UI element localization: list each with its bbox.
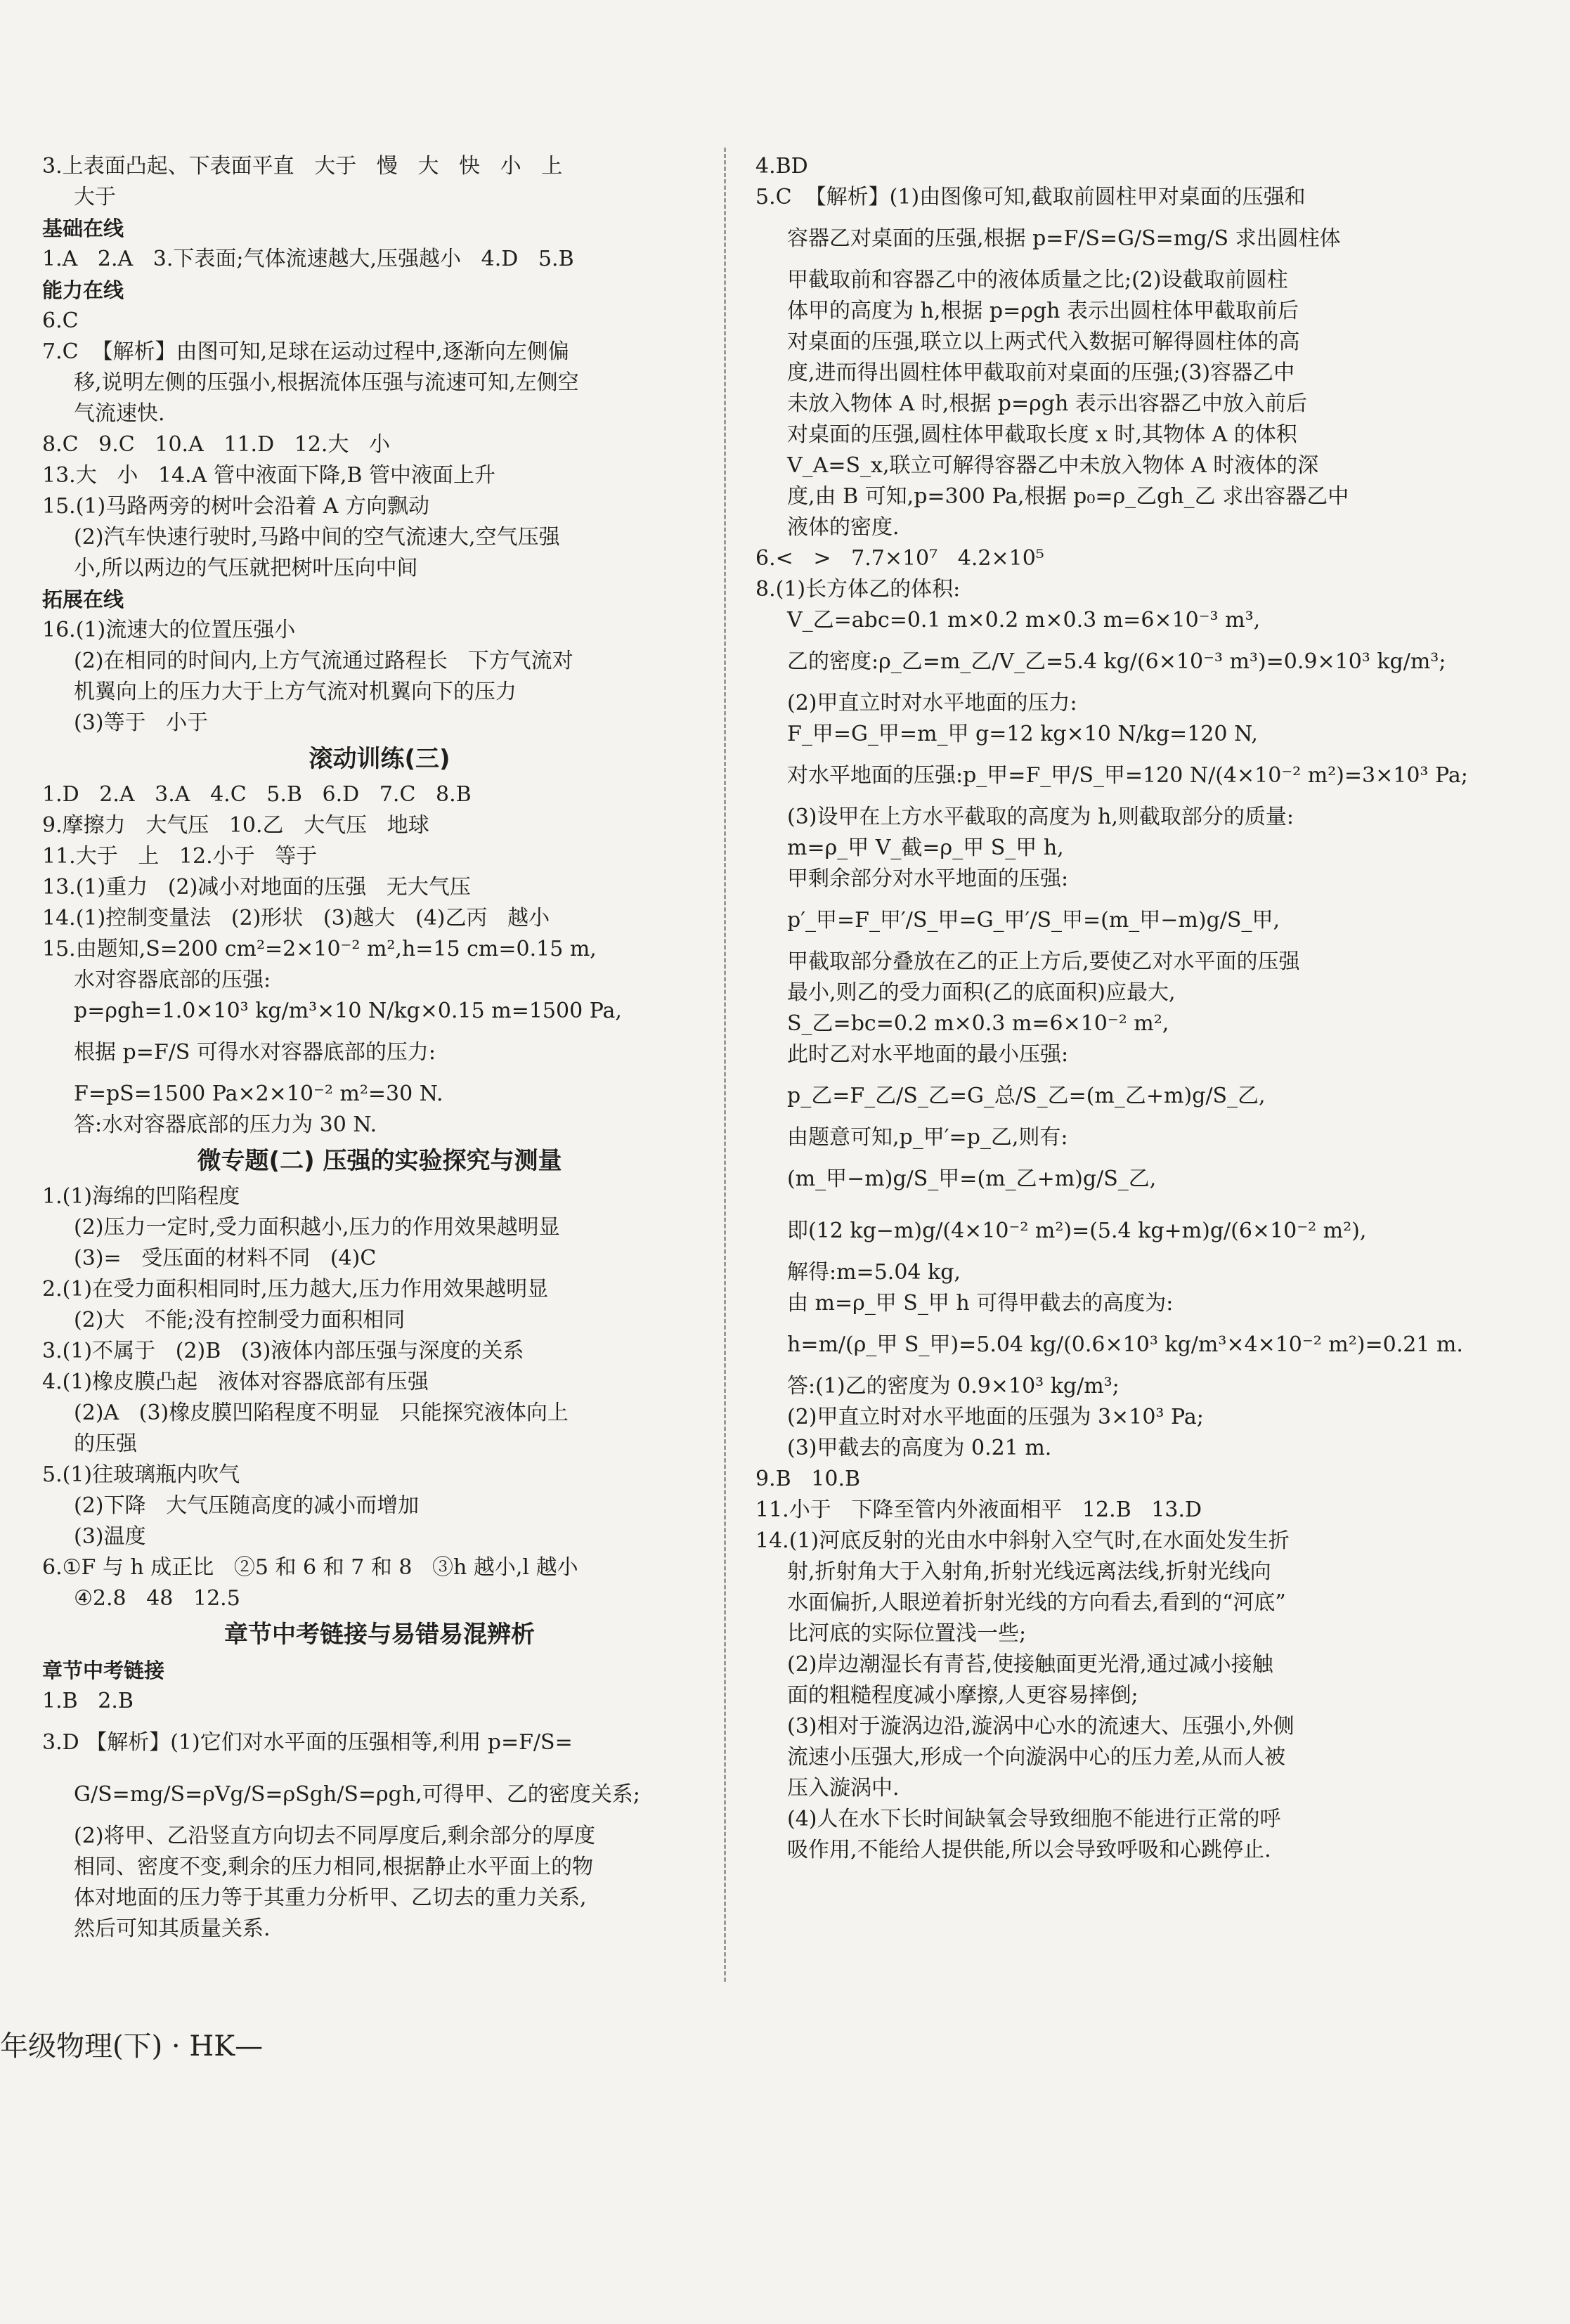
answer-line: p=ρgh=1.0×10³ kg/m³×10 N/kg×0.15 m=1500 Pa, — [74, 999, 622, 1023]
answer-line: (2)将甲、乙沿竖直方向切去不同厚度后,剩余部分的厚度 — [74, 1824, 596, 1848]
answer-line: (2)下降 大气压随高度的减小而增加 — [74, 1493, 420, 1518]
answer-line: 对桌面的压强,圆柱体甲截取长度 x 时,其物体 A 的体积 — [787, 422, 1297, 447]
answer-line: 9.B 10.B — [755, 1467, 861, 1491]
answer-line: V_A=S_x,联立可解得容器乙中未放入物体 A 时液体的深 — [787, 453, 1319, 478]
answer-line: 相同、密度不变,剩余的压力相同,根据静止水平面上的物 — [74, 1855, 594, 1879]
subsection-heading: 拓展在线 — [42, 588, 124, 611]
answer-line: 8.C 9.C 10.A 11.D 12.大 小 — [42, 432, 391, 457]
answer-line: (2)甲直立时对水平地面的压强为 3×10³ Pa; — [787, 1405, 1204, 1429]
answer-line: 射,折射角大于入射角,折射光线远离法线,折射光线向 — [787, 1559, 1271, 1584]
answer-line: 由题意可知,p_甲′=p_乙,则有: — [787, 1125, 1068, 1150]
answer-line: S_乙=bc=0.2 m×0.3 m=6×10⁻² m², — [787, 1011, 1169, 1036]
answer-line: 的压强 — [74, 1432, 137, 1456]
section-title: 章节中考链接与易错易混辨析 — [224, 1621, 535, 1649]
answer-line: 3.D 【解析】(1)它们对水平面的压强相等,利用 p=F/S= — [42, 1730, 573, 1755]
answer-line: 甲剩余部分对水平地面的压强: — [787, 866, 1069, 891]
answer-line: 甲截取部分叠放在乙的正上方后,要使乙对水平面的压强 — [787, 949, 1300, 974]
answer-line: 8.(1)长方体乙的体积: — [755, 577, 961, 602]
answer-line: 15.(1)马路两旁的树叶会沿着 A 方向飘动 — [42, 494, 429, 519]
answer-line: (3)温度 — [74, 1524, 146, 1549]
answer-line: 液体的密度. — [787, 515, 900, 540]
answer-line: 5.(1)往玻璃瓶内吹气 — [42, 1462, 240, 1487]
answer-line: 气流速快. — [74, 401, 165, 426]
answer-line: 9.摩擦力 大气压 10.乙 大气压 地球 — [42, 813, 429, 838]
answer-line: 大于 — [74, 185, 116, 209]
answer-line: F=pS=1500 Pa×2×10⁻² m²=30 N. — [74, 1082, 443, 1106]
right-answer-column — [755, 151, 1507, 1866]
answer-line: (2)压力一定时,受力面积越小,压力的作用效果越明显 — [74, 1215, 560, 1240]
answer-line: (3)设甲在上方水平截取的高度为 h,则截取部分的质量: — [787, 805, 1294, 829]
answer-line: 3.上表面凸起、下表面平直 大于 慢 大 快 小 上 — [42, 154, 563, 178]
answer-line: (2)汽车快速行驶时,马路中间的空气流速大,空气压强 — [74, 525, 560, 550]
answer-line: V_乙=abc=0.1 m×0.2 m×0.3 m=6×10⁻³ m³, — [787, 608, 1261, 632]
subsection-heading: 基础在线 — [42, 216, 124, 240]
answer-line: 机翼向上的压力大于上方气流对机翼向下的压力 — [74, 680, 517, 704]
answer-line: 容器乙对桌面的压强,根据 p=F/S=G/S=mg/S 求出圆柱体 — [787, 226, 1341, 251]
answer-line: 11.大于 上 12.小于 等于 — [42, 844, 318, 869]
answer-line: 1.B 2.B — [42, 1689, 134, 1713]
answer-line: 面的粗糙程度减小摩擦,人更容易摔倒; — [787, 1683, 1138, 1708]
answer-line: 体对地面的压力等于其重力分析甲、乙切去的重力关系, — [74, 1885, 587, 1910]
answer-line: 水面偏折,人眼逆着折射光线的方向看去,看到的“河底” — [787, 1590, 1286, 1615]
answer-line: 6.①F 与 h 成正比 ②5 和 6 和 7 和 8 ③h 越小,l 越小 — [42, 1555, 578, 1580]
page-footer: 年级物理(下) · HK— — [0, 2030, 264, 2063]
answer-line: (2)甲直立时对水平地面的压力: — [787, 691, 1077, 715]
answer-line: 然后可知其质量关系. — [74, 1916, 271, 1941]
answer-line: 乙的密度:ρ_乙=m_乙/V_乙=5.4 kg/(6×10⁻³ m³)=0.9×10³ kg/m³; — [787, 649, 1446, 674]
answer-line: 答:水对容器底部的压力为 30 N. — [74, 1112, 377, 1137]
answer-line: 5.C 【解析】(1)由图像可知,截取前圆柱甲对桌面的压强和 — [755, 185, 1306, 209]
answer-line: 3.(1)不属于 (2)B (3)液体内部压强与深度的关系 — [42, 1339, 524, 1363]
answer-line: 16.(1)流速大的位置压强小 — [42, 618, 296, 642]
answer-line: 答:(1)乙的密度为 0.9×10³ kg/m³; — [787, 1374, 1120, 1398]
answer-line: 1.(1)海绵的凹陷程度 — [42, 1184, 240, 1209]
answer-line: 1.D 2.A 3.A 4.C 5.B 6.D 7.C 8.B — [42, 782, 472, 807]
answer-line: p′_甲=F_甲′/S_甲=G_甲′/S_甲=(m_甲−m)g/S_甲, — [787, 908, 1280, 933]
answer-line: 体甲的高度为 h,根据 p=ρgh 表示出圆柱体甲截取前后 — [787, 299, 1299, 323]
answer-line: 最小,则乙的受力面积(乙的底面积)应最大, — [787, 980, 1176, 1005]
answer-line: ④2.8 48 12.5 — [74, 1586, 240, 1611]
answer-line: (4)人在水下长时间缺氧会导致细胞不能进行正常的呼 — [787, 1807, 1281, 1831]
column-divider — [724, 148, 726, 1982]
answer-line: (m_甲−m)g/S_甲=(m_乙+m)g/S_乙, — [787, 1167, 1157, 1191]
answer-line: (3)= 受压面的材料不同 (4)C — [74, 1246, 377, 1271]
answer-line: 6.< > 7.7×10⁷ 4.2×10⁵ — [755, 546, 1044, 571]
answer-line: 2.(1)在受力面积相同时,压力越大,压力作用效果越明显 — [42, 1277, 549, 1301]
answer-line: 度,进而得出圆柱体甲截取前对桌面的压强;(3)容器乙中 — [787, 361, 1295, 385]
answer-line: (3)相对于漩涡边沿,漩涡中心水的流速大、压强小,外侧 — [787, 1714, 1295, 1739]
answer-line: F_甲=G_甲=m_甲 g=12 kg×10 N/kg=120 N, — [787, 722, 1258, 746]
answer-line: h=m/(ρ_甲 S_甲)=5.04 kg/(0.6×10³ kg/m³×4×10⁻² m²)=0.21 m. — [787, 1332, 1463, 1357]
answer-line: 吸作用,不能给人提供能,所以会导致呼吸和心跳停止. — [787, 1838, 1271, 1862]
answer-line: (3)甲截去的高度为 0.21 m. — [787, 1436, 1052, 1460]
answer-line: 14.(1)河底反射的光由水中斜射入空气时,在水面处发生折 — [755, 1528, 1290, 1553]
answer-line: m=ρ_甲 V_截=ρ_甲 S_甲 h, — [787, 836, 1064, 860]
answer-line: 4.BD — [755, 154, 808, 178]
answer-line: 13.(1)重力 (2)减小对地面的压强 无大气压 — [42, 875, 471, 900]
answer-line: 根据 p=F/S 可得水对容器底部的压力: — [74, 1040, 436, 1065]
subsection-heading: 章节中考链接 — [42, 1658, 165, 1682]
answer-line: 流速小压强大,形成一个向漩涡中心的压力差,从而人被 — [787, 1745, 1286, 1770]
answer-line: p_乙=F_乙/S_乙=G_总/S_乙=(m_乙+m)g/S_乙, — [787, 1084, 1266, 1108]
answer-line: 小,所以两边的气压就把树叶压向中间 — [74, 556, 418, 580]
answer-line: 度,由 B 可知,p=300 Pa,根据 p₀=ρ_乙gh_乙 求出容器乙中 — [787, 484, 1349, 509]
answer-line: (2)A (3)橡皮膜凹陷程度不明显 只能探究液体向上 — [74, 1401, 569, 1425]
answer-line: 水对容器底部的压强: — [74, 968, 271, 992]
answer-line: 压入漩涡中. — [787, 1776, 900, 1800]
section-title: 微专题(二) 压强的实验探究与测量 — [197, 1147, 562, 1175]
answer-line: 比河底的实际位置浅一些; — [787, 1621, 1027, 1646]
answer-line: 对水平地面的压强:p_甲=F_甲/S_甲=120 N/(4×10⁻² m²)=3×10³ Pa; — [787, 763, 1468, 788]
section-title: 滚动训练(三) — [309, 745, 450, 773]
left-answer-column — [42, 151, 717, 1945]
answer-line: 此时乙对水平地面的最小压强: — [787, 1042, 1069, 1067]
answer-line: 解得:m=5.04 kg, — [787, 1260, 961, 1285]
answer-line: 4.(1)橡皮膜凸起 液体对容器底部有压强 — [42, 1370, 429, 1394]
answer-line: (2)在相同的时间内,上方气流通过路程长 下方气流对 — [74, 649, 573, 673]
answer-line: 14.(1)控制变量法 (2)形状 (3)越大 (4)乙丙 越小 — [42, 906, 550, 930]
answer-line: 即(12 kg−m)g/(4×10⁻² m²)=(5.4 kg+m)g/(6×10⁻² m²), — [787, 1219, 1367, 1243]
answer-line: (2)大 不能;没有控制受力面积相同 — [74, 1308, 406, 1332]
answer-line: 6.C — [42, 309, 79, 333]
answer-line: 对桌面的压强,联立以上两式代入数据可解得圆柱体的高 — [787, 330, 1300, 354]
subsection-heading: 能力在线 — [42, 278, 124, 302]
answer-line: 移,说明左侧的压强小,根据流体压强与流速可知,左侧空 — [74, 370, 579, 395]
answer-line: 甲截取前和容器乙中的液体质量之比;(2)设截取前圆柱 — [787, 268, 1288, 292]
answer-line: 15.由题知,S=200 cm²=2×10⁻² m²,h=15 cm=0.15 m, — [42, 937, 597, 961]
answer-line: (3)等于 小于 — [74, 710, 209, 735]
answer-line: 1.A 2.A 3.下表面;气体流速越大,压强越小 4.D 5.B — [42, 247, 574, 271]
answer-line: 13.大 小 14.A 管中液面下降,B 管中液面上升 — [42, 463, 495, 488]
answer-line: 由 m=ρ_甲 S_甲 h 可得甲截去的高度为: — [787, 1291, 1174, 1316]
answer-line: G/S=mg/S=ρVg/S=ρSgh/S=ρgh,可得甲、乙的密度关系; — [74, 1782, 640, 1807]
answer-line: 未放入物体 A 时,根据 p=ρgh 表示出容器乙中放入前后 — [787, 391, 1307, 416]
answer-line: (2)岸边潮湿长有青苔,使接触面更光滑,通过减小接触 — [787, 1652, 1273, 1677]
answer-line: 11.小于 下降至管内外液面相平 12.B 13.D — [755, 1498, 1202, 1522]
answer-line: 7.C 【解析】由图可知,足球在运动过程中,逐渐向左侧偏 — [42, 339, 569, 364]
